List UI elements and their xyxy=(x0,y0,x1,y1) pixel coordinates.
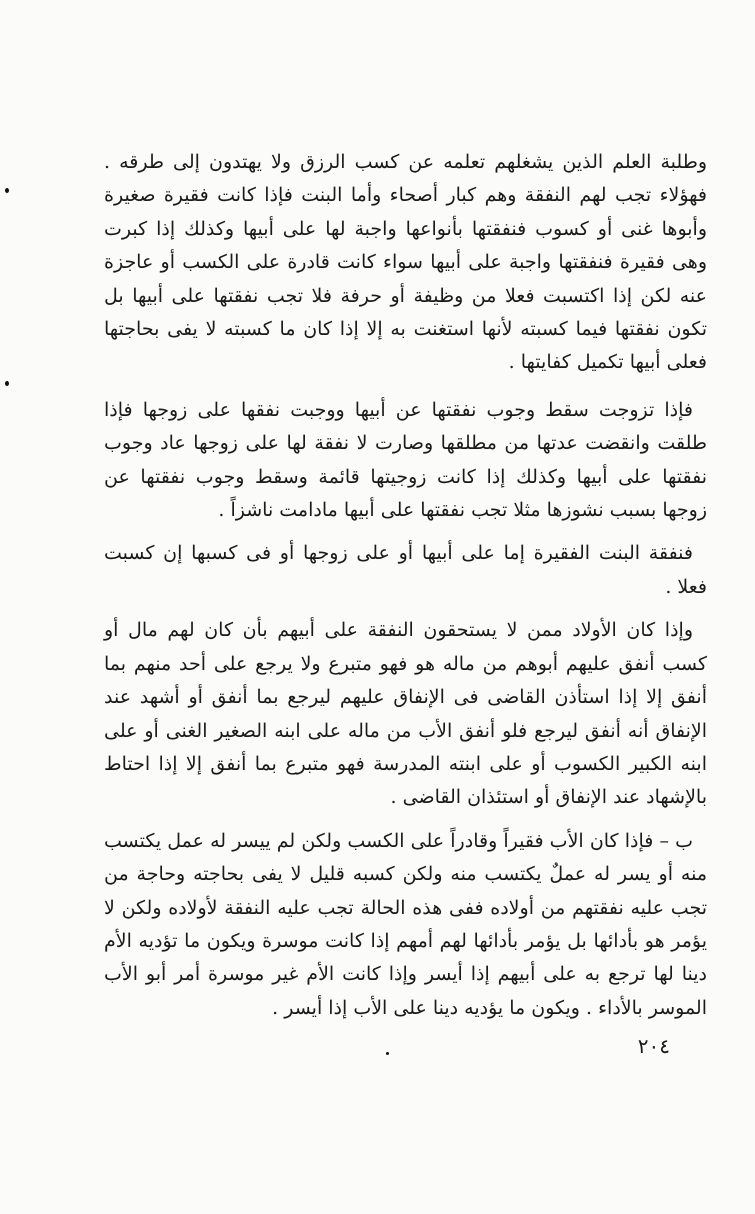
page-number: ٢٠٤ xyxy=(637,1034,670,1058)
paragraph: فإذا تزوجت سقط وجوب نفقتها عن أبيها ووجبت نفقها على زوجها فإذا طلقت وانقضت عدتها من مطلقها وصارت لا نفقة لها على زوجها عاد وجوب نفقتها على أبيها وكذلك إذا كانت زوجيتها قائمة وسقط وجوب نفقتها عن زوجها بسبب نشوزها مثلا تجب نفقتها على أبيها مادامت ناشزاً . xyxy=(104,398,707,522)
scan-mark xyxy=(5,381,9,386)
scan-mark xyxy=(5,188,9,193)
paragraph: وإذا كان الأولاد ممن لا يستحقون النفقة على أبيهم بأن كان لهم مال أو كسب أنفق عليهم أبوهم من ماله هو فهو متبرع ولا يرجع على أحد منهم بما أنفق إلا إذا استأذن القاضى فى الإنفاق عليهم ليرجع بما أنفق أو أشهد عند الإنفاق أنه أنفق ليرجع فلو أنفق الأب من ماله على ابنه الصغير الغنى أو على ابنه الكبير الكسوب أو على ابنته المدرسة فهو متبرع بما أنفق إلا إذا احتاط بالإشهاد عند الإنفاق أو استئذان القاضى . xyxy=(104,619,707,809)
body-text xyxy=(104,146,707,1025)
paragraph: فنفقة البنت الفقيرة إما على أبيها أو على زوجها أو فى كسبها إن كسبت فعلا . xyxy=(104,542,707,598)
paragraph: وطلبة العلم الذين يشغلهم تعلمه عن كسب الرزق ولا يهتدون إلى طرقه . فهؤلاء تجب لهم النفقة وهم كبار أصحاء وأما البنت فإذا كانت فقيرة صغيرة وأبوها غنى أو كسوب فنفقتها بأنواعها واجبة لها على أبيها وكذلك إذا كبرت وهى فقيرة فنفقتها واجبة على أبيها سواء كانت قادرة على الكسب أو عاجزة عنه لكن إذا اكتسبت فعلا من وظيفة أو حرفة فلا تجب نفقتها على أبيها بل تكون نفقتها فيما كسبته لأنها استغنت به إلا إذا كان ما كسبته لا يفى بحاجتها فعلى أبيها تكميل كفايتها . xyxy=(104,151,707,374)
scan-mark xyxy=(386,1052,389,1055)
paragraph: ب – فإذا كان الأب فقيراً وقادراً على الكسب ولكن لم ييسر له عمل يكتسب منه أو يسر له عملٌ يكتسب منه ولكن كسبه قليل لا يفى بحاجته وحاجة من تجب عليه نفقتهم من أولاده ففى هذه الحالة تجب عليه النفقة لأولاده ولكن لا يؤمر هو بأدائها بل يؤمر بأدائها لهم أمهم إذا كانت موسرة ويكون ما تؤديه الأم دينا لها ترجع به على أبيهم إذا أيسر وإذا كانت الأم غير موسرة أمر أبو الأب الموسر بالأداء . ويكون ما يؤديه دينا على الأب إذا أيسر . xyxy=(104,829,707,1019)
